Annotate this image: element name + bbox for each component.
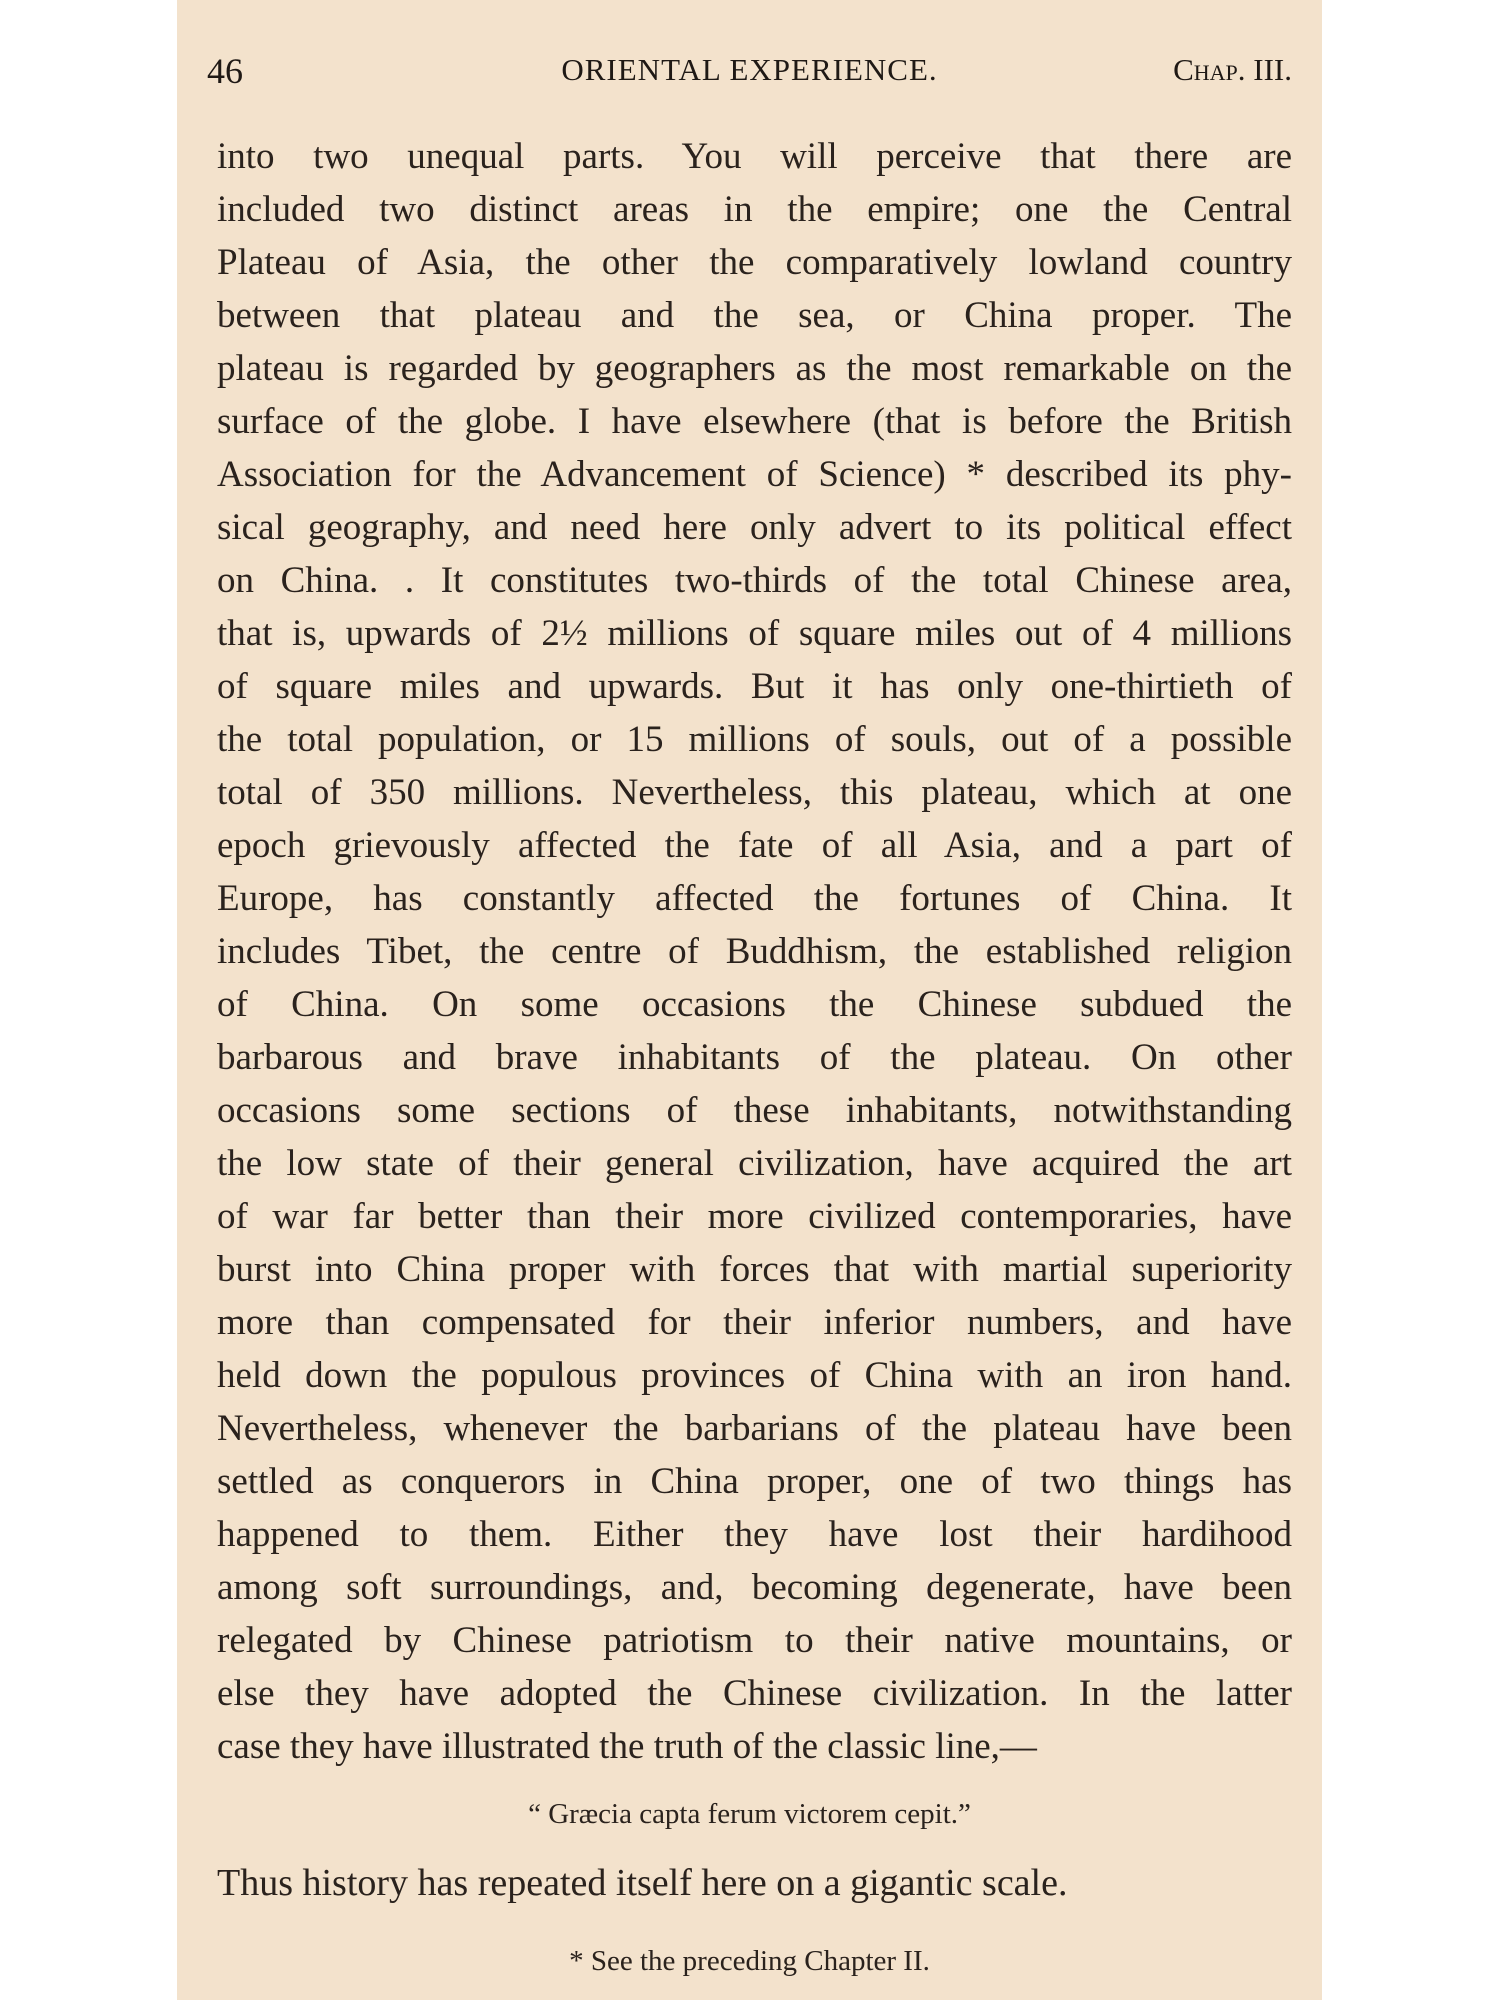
text-line: settled as conquerors in China proper, one of two things has xyxy=(217,1461,1292,1502)
latin-quote: “ Græcia capta ferum victorem cepit.” xyxy=(528,1798,971,1830)
text-line: epoch grievously affected the fate of all Asia, and a part of xyxy=(217,825,1292,866)
running-title: ORIENTAL EXPERIENCE. xyxy=(561,52,938,87)
text-line: into two unequal parts. You will perceive that there are xyxy=(217,136,1292,177)
text-line: sical geography, and need here only advert to its political effect xyxy=(217,507,1292,548)
text-line: total of 350 millions. Nevertheless, this plateau, which at one xyxy=(217,772,1292,813)
text-line: between that plateau and the sea, or China proper. The xyxy=(217,295,1292,336)
chapter-label: Chap. III. xyxy=(1173,52,1292,87)
text-line: plateau is regarded by geographers as the most remarkable on the xyxy=(217,348,1292,389)
page-number: 46 xyxy=(207,51,243,91)
text-line: held down the populous provinces of China with an iron hand. xyxy=(217,1355,1292,1396)
text-line: case they have illustrated the truth of the classic line,— xyxy=(217,1726,1037,1767)
text-line: that is, upwards of 2½ millions of square miles out of 4 millions xyxy=(217,613,1292,654)
text-line: occasions some sections of these inhabitants, notwithstanding xyxy=(217,1090,1292,1131)
running-head xyxy=(207,50,1292,110)
text-line: happened to them. Either they have lost their hardihood xyxy=(217,1514,1292,1555)
text-line: Europe, has constantly affected the fortunes of China. It xyxy=(217,878,1292,919)
text-line: Nevertheless, whenever the barbarians of the plateau have been xyxy=(217,1408,1292,1449)
text-line: surface of the globe. I have elsewhere (that is before the British xyxy=(217,401,1292,442)
text-line: of square miles and upwards. But it has only one-thirtieth of xyxy=(217,666,1292,707)
text-line: included two distinct areas in the empire; one the Central xyxy=(217,189,1292,230)
text-line: relegated by Chinese patriotism to their native mountains, or xyxy=(217,1620,1292,1661)
body-paragraph xyxy=(207,130,1292,1773)
text-line: of China. On some occasions the Chinese subdued the xyxy=(217,984,1292,1025)
text-line: the low state of their general civilization, have acquired the art xyxy=(217,1143,1292,1184)
closing-sentence: Thus history has repeated itself here on a gigantic scale. xyxy=(217,1862,1068,1904)
text-line: includes Tibet, the centre of Buddhism, the established religion xyxy=(217,931,1292,972)
text-line: on China. . It constitutes two-thirds of the total Chinese area, xyxy=(217,560,1292,601)
text-line: Plateau of Asia, the other the comparatively lowland country xyxy=(217,242,1292,283)
text-line: Association for the Advancement of Science) * described its phy- xyxy=(217,454,1292,495)
text-line: else they have adopted the Chinese civilization. In the latter xyxy=(217,1673,1292,1714)
book-page xyxy=(177,0,1322,2000)
text-line: the total population, or 15 millions of souls, out of a possible xyxy=(217,719,1292,760)
text-line: of war far better than their more civilized contemporaries, have xyxy=(217,1196,1292,1237)
text-line: among soft surroundings, and, becoming degenerate, have been xyxy=(217,1567,1292,1608)
text-line: more than compensated for their inferior numbers, and have xyxy=(217,1302,1292,1343)
footnote: * See the preceding Chapter II. xyxy=(569,1945,930,1977)
text-line: barbarous and brave inhabitants of the plateau. On other xyxy=(217,1037,1292,1078)
text-line: burst into China proper with forces that with martial superiority xyxy=(217,1249,1292,1290)
